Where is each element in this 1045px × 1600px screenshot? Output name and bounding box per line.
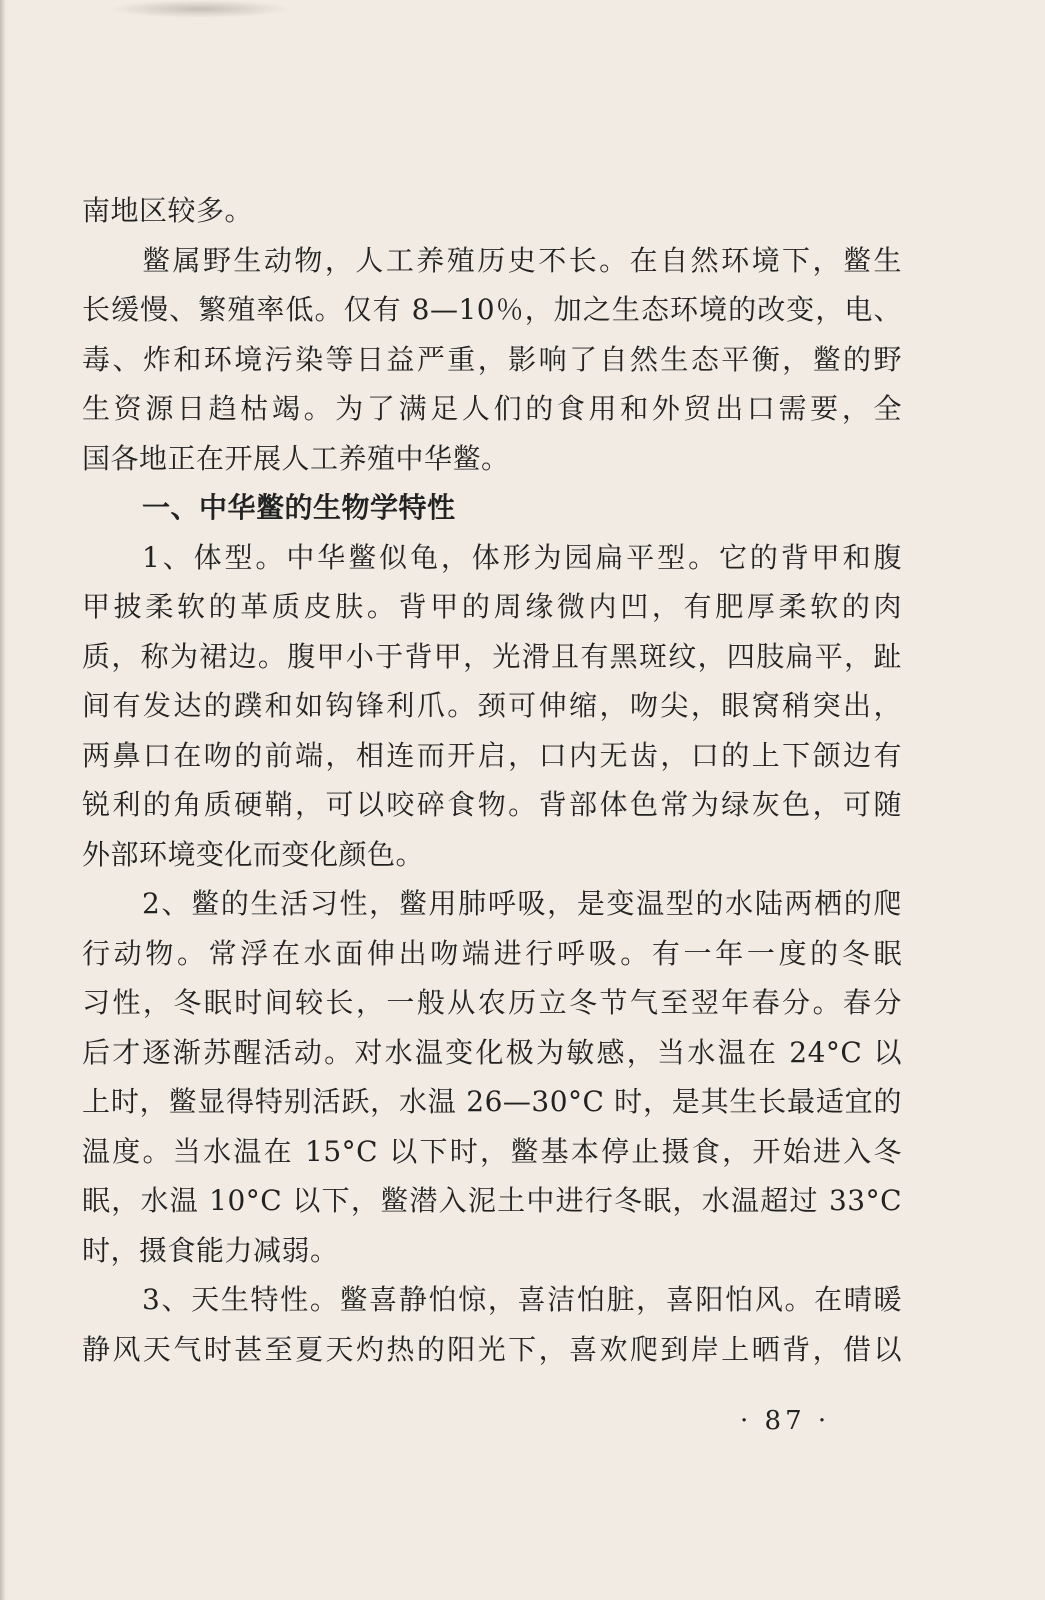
text-line-13: 锐利的角质硬鞘，可以咬碎食物。背部体色常为绿灰色，可随 bbox=[82, 788, 902, 821]
section-heading: 一、中华鳖的生物学特性 bbox=[142, 491, 456, 524]
text-line-11: 间有发达的蹼和如钩锋利爪。颈可伸缩，吻尖，眼窝稍突出， bbox=[82, 689, 902, 722]
text-line-19: 上时，鳖显得特别活跃，水温 26—30°C 时，是其生长最适宜的 bbox=[82, 1085, 902, 1118]
scan-shadow bbox=[110, 0, 290, 18]
text-line-5: 生资源日趋枯竭。为了满足人们的食用和外贸出口需要，全 bbox=[82, 392, 902, 425]
page-number: · 87 · bbox=[740, 1406, 831, 1436]
text-line-15: 2、鳖的生活习性，鳖用肺呼吸，是变温型的水陆两栖的爬 bbox=[142, 887, 902, 920]
text-line-4: 毒、炸和环境污染等日益严重，影响了自然生态平衡，鳖的野 bbox=[82, 342, 902, 376]
text-line-3: 长缓慢、繁殖率低。仅有 8—10％，加之生态环境的改变，电、 bbox=[82, 293, 902, 326]
text-line-23: 3、天生特性。鳖喜静怕惊，喜洁怕脏，喜阳怕风。在晴暖 bbox=[142, 1283, 902, 1316]
text-line-10: 质，称为裙边。腹甲小于背甲，光滑且有黑斑纹，四肢扁平，趾 bbox=[82, 639, 902, 673]
text-line-22: 时，摄食能力减弱。 bbox=[82, 1233, 339, 1267]
text-line-14: 外部环境变化而变化颜色。 bbox=[82, 837, 425, 871]
text-line-9: 甲披柔软的革质皮肤。背甲的周缘微内凹，有肥厚柔软的肉 bbox=[82, 590, 902, 623]
page-edge-shadow bbox=[0, 0, 6, 1600]
text-line-6: 国各地正在开展人工养殖中华鳖。 bbox=[82, 441, 510, 475]
text-line-18: 后才逐渐苏醒活动。对水温变化极为敏感，当水温在 24°C 以 bbox=[82, 1035, 902, 1069]
body-text bbox=[82, 186, 902, 1374]
text-line-24: 静风天气时甚至夏天灼热的阳光下，喜欢爬到岸上晒背，借以 bbox=[82, 1332, 902, 1366]
text-line-1: 南地区较多。 bbox=[82, 194, 254, 227]
text-line-8: 1、体型。中华鳖似龟，体形为园扁平型。它的背甲和腹 bbox=[142, 540, 902, 574]
text-line-20: 温度。当水温在 15°C 以下时，鳖基本停止摄食，开始进入冬 bbox=[82, 1134, 902, 1168]
text-line-2: 鳖属野生动物，人工养殖历史不长。在自然环境下，鳖生 bbox=[142, 243, 902, 277]
text-line-12: 两鼻口在吻的前端，相连而开启，口内无齿，口的上下颌边有 bbox=[82, 738, 902, 772]
text-line-17: 习性，冬眠时间较长，一般从农历立冬节气至翌年春分。春分 bbox=[82, 986, 902, 1019]
text-line-16: 行动物。常浮在水面伸出吻端进行呼吸。有一年一度的冬眠 bbox=[82, 936, 902, 970]
text-line-21: 眠，水温 10°C 以下，鳖潜入泥土中进行冬眠，水温超过 33°C bbox=[82, 1184, 902, 1217]
